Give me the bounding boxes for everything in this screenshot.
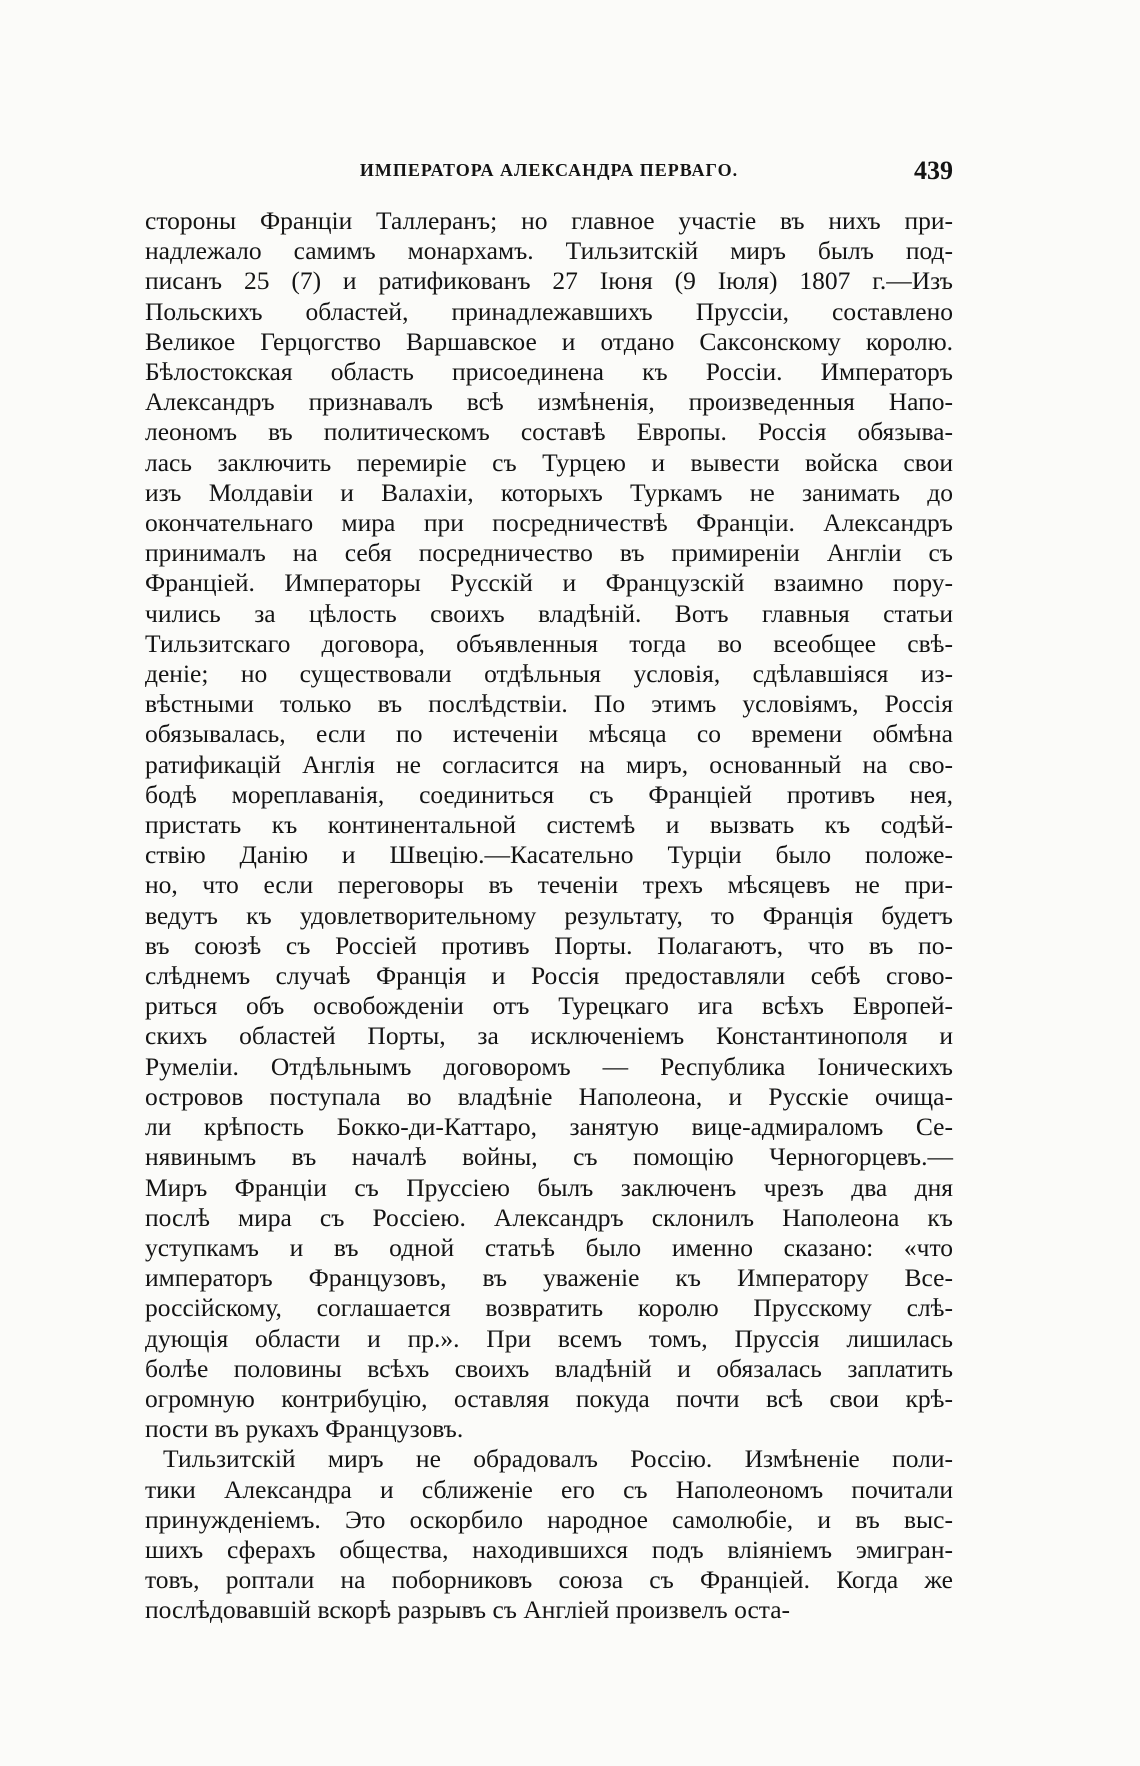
text-line: Александръ признавалъ всѣ измѣненія, произведенныя Напо- bbox=[145, 387, 953, 417]
text-line: ли крѣпость Бокко-ди-Каттаро, занятую вице-адмираломъ Се- bbox=[145, 1112, 953, 1142]
text-line: болѣе половины всѣхъ своихъ владѣній и обязалась заплатить bbox=[145, 1353, 953, 1383]
text-line: бодѣ мореплаванія, соединиться съ Франціей противъ нея, bbox=[145, 779, 953, 809]
body-text bbox=[145, 206, 953, 1626]
text-line: императоръ Французовъ, въ уваженіе къ Императору Все- bbox=[145, 1263, 953, 1293]
page-number: 439 bbox=[914, 156, 953, 185]
text-line: обязывалась, если по истеченіи мѣсяца со времени обмѣна bbox=[145, 719, 953, 749]
text-line: пристать къ континентальной системѣ и вызвать къ содѣй- bbox=[145, 810, 953, 840]
text-line: Великое Герцогство Варшавское и отдано Саксонскому королю. bbox=[145, 326, 953, 356]
text-line: тики Александра и сближеніе его съ Наполеономъ почитали bbox=[145, 1474, 953, 1504]
text-line: деніе; но существовали отдѣльныя условія, сдѣлавшіяся из- bbox=[145, 659, 953, 689]
text-line: Румеліи. Отдѣльнымъ договоромъ — Республика Іоническихъ bbox=[145, 1051, 953, 1081]
text-line: дующія области и пр.». При всемъ томъ, Пруссія лишилась bbox=[145, 1323, 953, 1353]
text-line: стороны Франціи Таллеранъ; но главное участіе въ нихъ при- bbox=[145, 206, 953, 235]
text-line: островов поступала во владѣніе Наполеона, и Русскіе очища- bbox=[145, 1081, 953, 1111]
text-line: вѣстными только въ послѣдствіи. По этимъ условіямъ, Россія bbox=[145, 689, 953, 719]
text-line: писанъ 25 (7) и ратификованъ 27 Іюня (9 Іюля) 1807 г.—Изъ bbox=[145, 266, 953, 296]
text-line: риться объ освобожденіи отъ Турецкаго ига всѣхъ Европей- bbox=[145, 991, 953, 1021]
running-head bbox=[145, 156, 953, 196]
text-line: Тильзитскій миръ не обрадовалъ Россію. Измѣненіе поли- bbox=[163, 1444, 953, 1474]
text-line: послѣдовавшій вскорѣ разрывъ съ Англіей произвелъ оста- bbox=[145, 1595, 791, 1625]
text-line: ратификацій Англія не согласится на миръ, основанный на сво- bbox=[145, 749, 953, 779]
text-line: нявинымъ въ началѣ войны, съ помощію Черногорцевъ.— bbox=[145, 1142, 953, 1172]
text-line: Миръ Франціи съ Пруссіею былъ заключенъ чрезъ два дня bbox=[145, 1172, 953, 1202]
text-line: Тильзитскаго договора, объявленныя тогда во всеобщее свѣ- bbox=[145, 628, 953, 658]
text-line: шихъ сферахъ общества, находившихся подъ вліяніемъ эмигран- bbox=[145, 1534, 953, 1564]
text-line: скихъ областей Порты, за исключеніемъ Константинополя и bbox=[145, 1021, 953, 1051]
text-line: лась заключить перемиріе съ Турцею и вывести войска свои bbox=[145, 447, 953, 477]
text-line: россійскому, соглашается возвратить королю Прусскому слѣ- bbox=[145, 1293, 953, 1323]
text-line: надлежало самимъ монархамъ. Тильзитскій миръ былъ под- bbox=[145, 236, 953, 266]
text-line: въ союзѣ съ Россіей противъ Порты. Полагаютъ, что въ по- bbox=[145, 930, 953, 960]
text-line: уступкамъ и въ одной статьѣ было именно сказано: «что bbox=[145, 1232, 953, 1262]
text-line: товъ, роптали на поборниковъ союза съ Франціей. Когда же bbox=[145, 1565, 953, 1595]
text-line: огромную контрибуцію, оставляя покуда почти всѣ свои крѣ- bbox=[145, 1383, 953, 1413]
text-line: ведутъ къ удовлетворительному результату, то Франція будетъ bbox=[145, 900, 953, 930]
running-title: ИМПЕРАТОРА АЛЕКСАНДРА ПЕРВАГО. bbox=[359, 160, 739, 180]
text-line: принужденіемъ. Это оскорбило народное самолюбіе, и въ выс- bbox=[145, 1504, 953, 1534]
text-line: окончательнаго мира при посредничествѣ Франціи. Александръ bbox=[145, 508, 953, 538]
text-line: Бѣлостокская область присоединена къ Россіи. Императоръ bbox=[145, 357, 953, 387]
text-line: но, что если переговоры въ теченіи трехъ мѣсяцевъ не при- bbox=[145, 870, 953, 900]
text-line: леономъ въ политическомъ составѣ Европы. Россія обязыва- bbox=[145, 417, 953, 447]
text-line: Польскихъ областей, принадлежавшихъ Пруссіи, составлено bbox=[145, 296, 953, 326]
text-line: ствію Данію и Швецію.—Касательно Турціи было положе- bbox=[145, 840, 953, 870]
text-line: Франціей. Императоры Русскій и Французскій взаимно пору- bbox=[145, 568, 953, 598]
text-line: послѣ мира съ Россіею. Александръ склонилъ Наполеона къ bbox=[145, 1202, 953, 1232]
text-line: слѣднемъ случаѣ Франція и Россія предоставляли себѣ сгово- bbox=[145, 961, 953, 991]
text-line: принималъ на себя посредничество въ примиреніи Англіи съ bbox=[145, 538, 953, 568]
text-line: пости въ рукахъ Французовъ. bbox=[145, 1414, 464, 1444]
text-line: изъ Молдавіи и Валахіи, которыхъ Туркамъ не занимать до bbox=[145, 477, 953, 507]
text-line: чились за цѣлость своихъ владѣній. Вотъ главныя статьи bbox=[145, 598, 953, 628]
